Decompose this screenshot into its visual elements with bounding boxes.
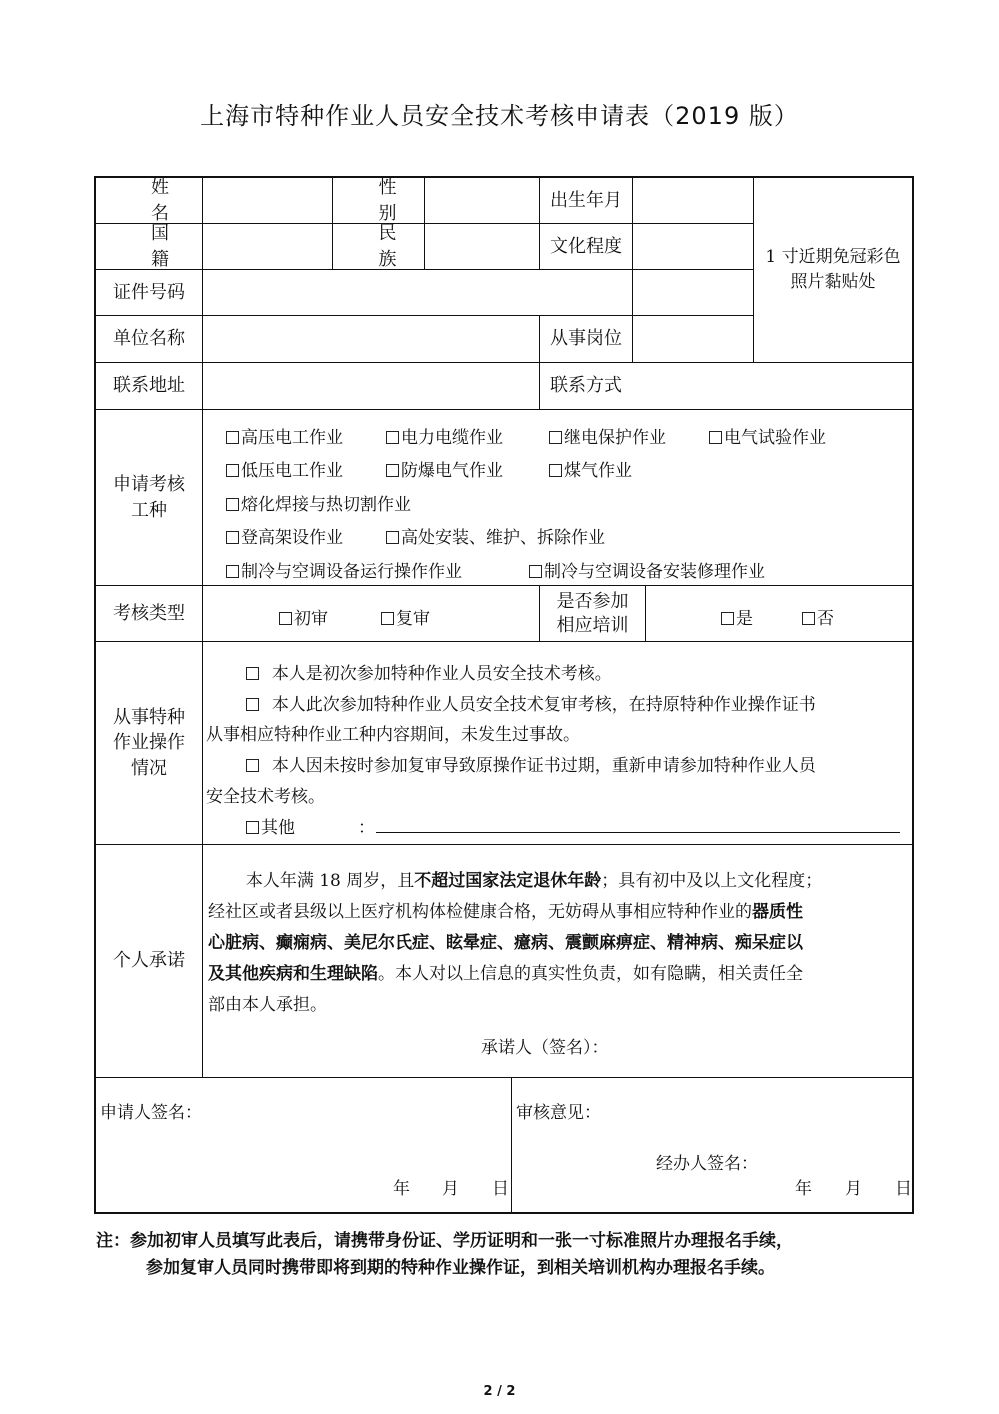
option-label: 高处安装、维护、拆除作业 <box>401 528 605 548</box>
checkbox-icon <box>226 464 239 477</box>
experience-label-line2: 作业操作 <box>113 732 185 754</box>
pledge-text-part: 。本人对以上信息的真实性负责，如有隐瞒，相关责任全 <box>378 964 803 984</box>
checkbox-icon <box>802 612 815 625</box>
education-field[interactable] <box>633 224 753 269</box>
pledge-line-2 <box>208 897 908 928</box>
training-label-line1: 是否参加 <box>556 591 629 613</box>
job-option-hv-electrician[interactable] <box>226 423 343 448</box>
review-opinion-label: 审核意见： <box>516 1103 601 1123</box>
experience-label-line3: 情况 <box>131 757 167 779</box>
job-option-lv-electrician[interactable] <box>226 456 343 481</box>
pledge-bold-part: 不超过国家法定退休年龄 <box>414 871 602 891</box>
option-label: 高压电工作业 <box>241 428 343 448</box>
gender-label: 性 别 <box>378 177 415 224</box>
applicant-signature-area[interactable] <box>96 1078 510 1214</box>
job-option-electrical-test[interactable] <box>709 423 826 448</box>
pledge-line-5: 部由本人承担。 <box>208 995 327 1015</box>
option-label: 煤气作业 <box>564 461 632 481</box>
experience-label <box>96 642 202 844</box>
experience-label-line1: 从事特种 <box>113 707 185 729</box>
address-field[interactable] <box>203 363 539 409</box>
job-option-high-altitude[interactable] <box>386 523 605 548</box>
divider <box>96 409 912 410</box>
ethnicity-label: 民 族 <box>378 223 415 270</box>
pledge-text-part: 经社区或者县级以上医疗机构体检健康合格，无妨碍从事相应特种作业的 <box>208 902 752 922</box>
option-label: 登高架设作业 <box>241 528 343 548</box>
position-field[interactable] <box>633 316 753 362</box>
experience-option-other[interactable] <box>246 813 295 838</box>
job-option-welding[interactable] <box>226 490 411 515</box>
checkbox-icon <box>529 565 542 578</box>
checkbox-icon <box>709 431 722 444</box>
other-colon: ： <box>358 818 375 838</box>
checkbox-icon <box>246 667 259 680</box>
option-label: 电力电缆作业 <box>401 428 503 448</box>
nationality-label: 国 籍 <box>151 223 191 270</box>
gender-field[interactable] <box>425 178 539 223</box>
option-label: 是 <box>736 609 753 629</box>
option-label: 复审 <box>396 609 430 629</box>
contact-label: 联系方式 <box>550 375 622 397</box>
pledge-label: 个人承诺 <box>113 950 185 972</box>
option-label: 低压电工作业 <box>241 461 343 481</box>
experience-option-expired[interactable] <box>246 751 816 776</box>
option-label: 否 <box>817 609 834 629</box>
contact-field[interactable] <box>633 363 912 409</box>
review-date-year: 年 <box>795 1179 812 1199</box>
birth-field[interactable] <box>633 178 753 223</box>
experience-option-review-no-accident[interactable] <box>246 690 816 715</box>
applicant-date-year: 年 <box>393 1179 410 1199</box>
checkbox-icon <box>549 431 562 444</box>
checkbox-icon <box>226 531 239 544</box>
position-label: 从事岗位 <box>550 328 622 350</box>
page-title: 上海市特种作业人员安全技术考核申请表（2019 版） <box>200 102 799 130</box>
page-number: 2 / 2 <box>483 1384 516 1399</box>
checkbox-icon <box>549 464 562 477</box>
job-option-explosion-proof[interactable] <box>386 456 503 481</box>
photo-line-2: 照片黏贴处 <box>790 272 876 292</box>
option-label: 本人此次参加特种作业人员安全技术复审考核，在持原特种作业操作证书 <box>271 695 816 715</box>
option-label: 本人是初次参加特种作业人员安全技术考核。 <box>271 664 612 684</box>
training-option-no[interactable] <box>802 604 834 629</box>
id-number-field[interactable] <box>203 270 753 315</box>
note-line-2: 参加复审人员同时携带即将到期的特种作业操作证，到相关培训机构办理报名手续。 <box>146 1258 775 1278</box>
checkbox-icon <box>386 431 399 444</box>
option-label: 继电保护作业 <box>564 428 666 448</box>
ethnicity-field[interactable] <box>425 224 539 269</box>
job-option-refrigeration-operation[interactable] <box>226 557 462 582</box>
training-option-yes[interactable] <box>721 604 753 629</box>
divider <box>96 641 912 642</box>
pledge-line-3: 心脏病、癫痫病、美尼尔氏症、眩晕症、癔病、震颤麻痹症、精神病、痴呆症以 <box>208 933 803 953</box>
job-option-gas[interactable] <box>549 456 632 481</box>
option-label: 熔化焊接与热切割作业 <box>241 495 411 515</box>
exam-option-initial[interactable] <box>279 604 328 629</box>
checkbox-icon <box>226 565 239 578</box>
checkbox-icon <box>721 612 734 625</box>
divider <box>511 1077 512 1214</box>
review-date-month: 月 <box>845 1179 862 1199</box>
photo-line-1: 1 寸近期免冠彩色 <box>765 246 901 267</box>
job-type-label <box>96 410 202 585</box>
training-label-line2: 相应培训 <box>556 614 629 636</box>
application-form <box>94 176 914 1214</box>
checkbox-icon <box>381 612 394 625</box>
job-option-relay-protection[interactable] <box>549 423 666 448</box>
employer-label: 单位名称 <box>113 328 185 350</box>
job-option-power-cable[interactable] <box>386 423 503 448</box>
name-field[interactable] <box>203 178 332 223</box>
checkbox-icon <box>246 821 259 834</box>
education-label: 文化程度 <box>550 235 622 257</box>
checkbox-icon <box>226 431 239 444</box>
job-type-label-line1: 申请考核 <box>113 474 185 496</box>
checkbox-icon <box>386 464 399 477</box>
name-label: 姓 名 <box>151 177 191 224</box>
job-option-refrigeration-install[interactable] <box>529 557 765 582</box>
applicant-date-month: 月 <box>442 1179 459 1199</box>
applicant-signature-label: 申请人签名： <box>100 1103 202 1123</box>
employer-field[interactable] <box>203 316 539 362</box>
exam-type-label: 考核类型 <box>113 602 185 624</box>
other-input-line[interactable] <box>376 832 900 833</box>
job-type-label-line2: 工种 <box>131 499 167 521</box>
pledge-bold-part: 及其他疾病和生理缺陷 <box>208 964 378 984</box>
divider <box>96 585 912 586</box>
pledge-line-4 <box>208 959 908 990</box>
checkbox-icon <box>246 759 259 772</box>
option-label: 本人因未按时参加复审导致原操作证书过期，重新申请参加特种作业人员 <box>271 756 816 776</box>
option-label: 初审 <box>294 609 328 629</box>
option-label: 制冷与空调设备安装修理作业 <box>544 562 765 582</box>
experience-option-first-time[interactable] <box>246 659 612 684</box>
photo-placeholder[interactable] <box>754 178 912 362</box>
option-label: 其他 <box>261 818 295 838</box>
divider <box>645 585 646 641</box>
checkbox-icon <box>279 612 292 625</box>
job-option-scaffolding[interactable] <box>226 523 343 548</box>
pledge-text-part: ；具有初中及以上文化程度； <box>601 871 823 891</box>
review-date-day: 日 <box>895 1179 912 1199</box>
training-label <box>540 586 645 641</box>
experience-item3-cont: 安全技术考核。 <box>206 787 325 807</box>
id-number-label: 证件号码 <box>113 281 185 303</box>
birth-label: 出生年月 <box>550 189 622 211</box>
option-label: 防爆电气作业 <box>401 461 503 481</box>
address-label: 联系地址 <box>113 375 185 397</box>
exam-option-review[interactable] <box>381 604 430 629</box>
pledge-line-1 <box>208 866 908 897</box>
divider <box>96 844 912 845</box>
note-line-1: 注：参加初审人员填写此表后，请携带身份证、学历证明和一张一寸标准照片办理报名手续， <box>96 1231 793 1251</box>
experience-item2-cont: 从事相应特种作业工种内容期间，未发生过事故。 <box>206 725 580 745</box>
nationality-field[interactable] <box>203 224 332 269</box>
pledge-signer-label: 承诺人（签名）： <box>481 1038 609 1058</box>
handler-signature-label: 经办人签名： <box>656 1154 758 1174</box>
checkbox-icon <box>246 698 259 711</box>
option-label: 电气试验作业 <box>724 428 826 448</box>
checkbox-icon <box>386 531 399 544</box>
applicant-date-day: 日 <box>492 1179 509 1199</box>
option-label: 制冷与空调设备运行操作作业 <box>241 562 462 582</box>
pledge-bold-part: 器质性 <box>752 902 803 922</box>
pledge-text <box>208 866 908 1021</box>
pledge-text-part: 本人年满 18 周岁，且 <box>245 871 415 891</box>
checkbox-icon <box>226 498 239 511</box>
